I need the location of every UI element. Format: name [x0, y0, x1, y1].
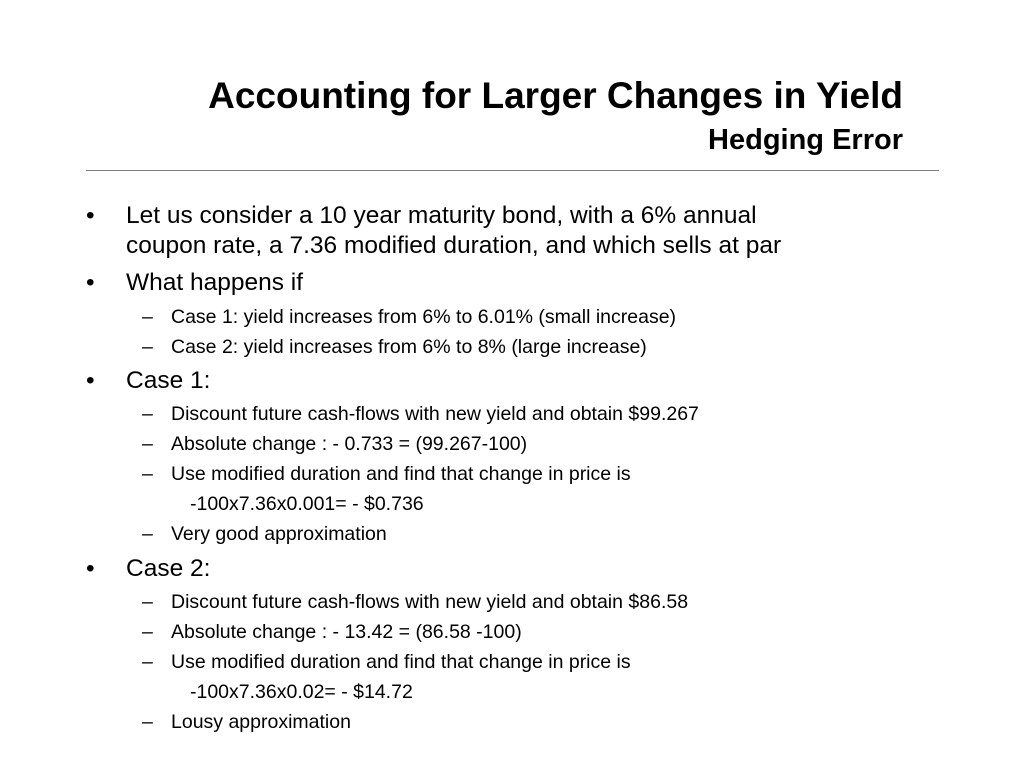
sub-item-case2-modified-duration: Use modified duration and find that change in price is [171, 651, 631, 673]
dash-marker: – [142, 433, 153, 455]
bullet-item-case1: Case 1: [126, 367, 211, 394]
bullet-marker: • [86, 367, 95, 394]
dash-marker: – [142, 336, 153, 358]
dash-marker: – [142, 523, 153, 545]
dash-marker: – [142, 711, 153, 733]
slide-subtitle: Hedging Error [708, 124, 903, 156]
bullet-item-what-happens: What happens if [126, 269, 304, 296]
dash-marker: – [142, 403, 153, 425]
bullet-item-case2: Case 2: [126, 555, 211, 582]
dash-marker: – [142, 306, 153, 328]
bullet-marker: • [86, 555, 95, 582]
sub-item-case1-verdict: Very good approximation [171, 523, 387, 545]
dash-marker: – [142, 463, 153, 485]
bullet-item-bond-line2: coupon rate, a 7.36 modified duration, and which sells at par [126, 232, 782, 259]
slide-title: Accounting for Larger Changes in Yield [208, 75, 903, 116]
sub-item-case2-calculation: -100x7.36x0.02= - $14.72 [190, 681, 413, 703]
sub-item-case1-absolute-change: Absolute change : - 0.733 = (99.267-100) [171, 433, 528, 455]
sub-item-case2-verdict: Lousy approximation [171, 711, 351, 733]
bullet-marker: • [86, 269, 95, 296]
sub-item-case2-absolute-change: Absolute change : - 13.42 = (86.58 -100) [171, 621, 522, 643]
sub-item-case1-calculation: -100x7.36x0.001= - $0.736 [190, 493, 424, 515]
sub-item-case1-scenario: Case 1: yield increases from 6% to 6.01% (small increase) [171, 306, 677, 328]
dash-marker: – [142, 651, 153, 673]
bullet-item-bond-line1: Let us consider a 10 year maturity bond, with a 6% annual [126, 202, 757, 229]
sub-item-case1-discount: Discount future cash-flows with new yield and obtain $99.267 [171, 403, 699, 425]
sub-item-case1-modified-duration: Use modified duration and find that change in price is [171, 463, 631, 485]
sub-item-case2-scenario: Case 2: yield increases from 6% to 8% (large increase) [171, 336, 647, 358]
sub-item-case2-discount: Discount future cash-flows with new yield and obtain $86.58 [171, 591, 689, 613]
bullet-marker: • [86, 202, 95, 229]
dash-marker: – [142, 621, 153, 643]
dash-marker: – [142, 591, 153, 613]
